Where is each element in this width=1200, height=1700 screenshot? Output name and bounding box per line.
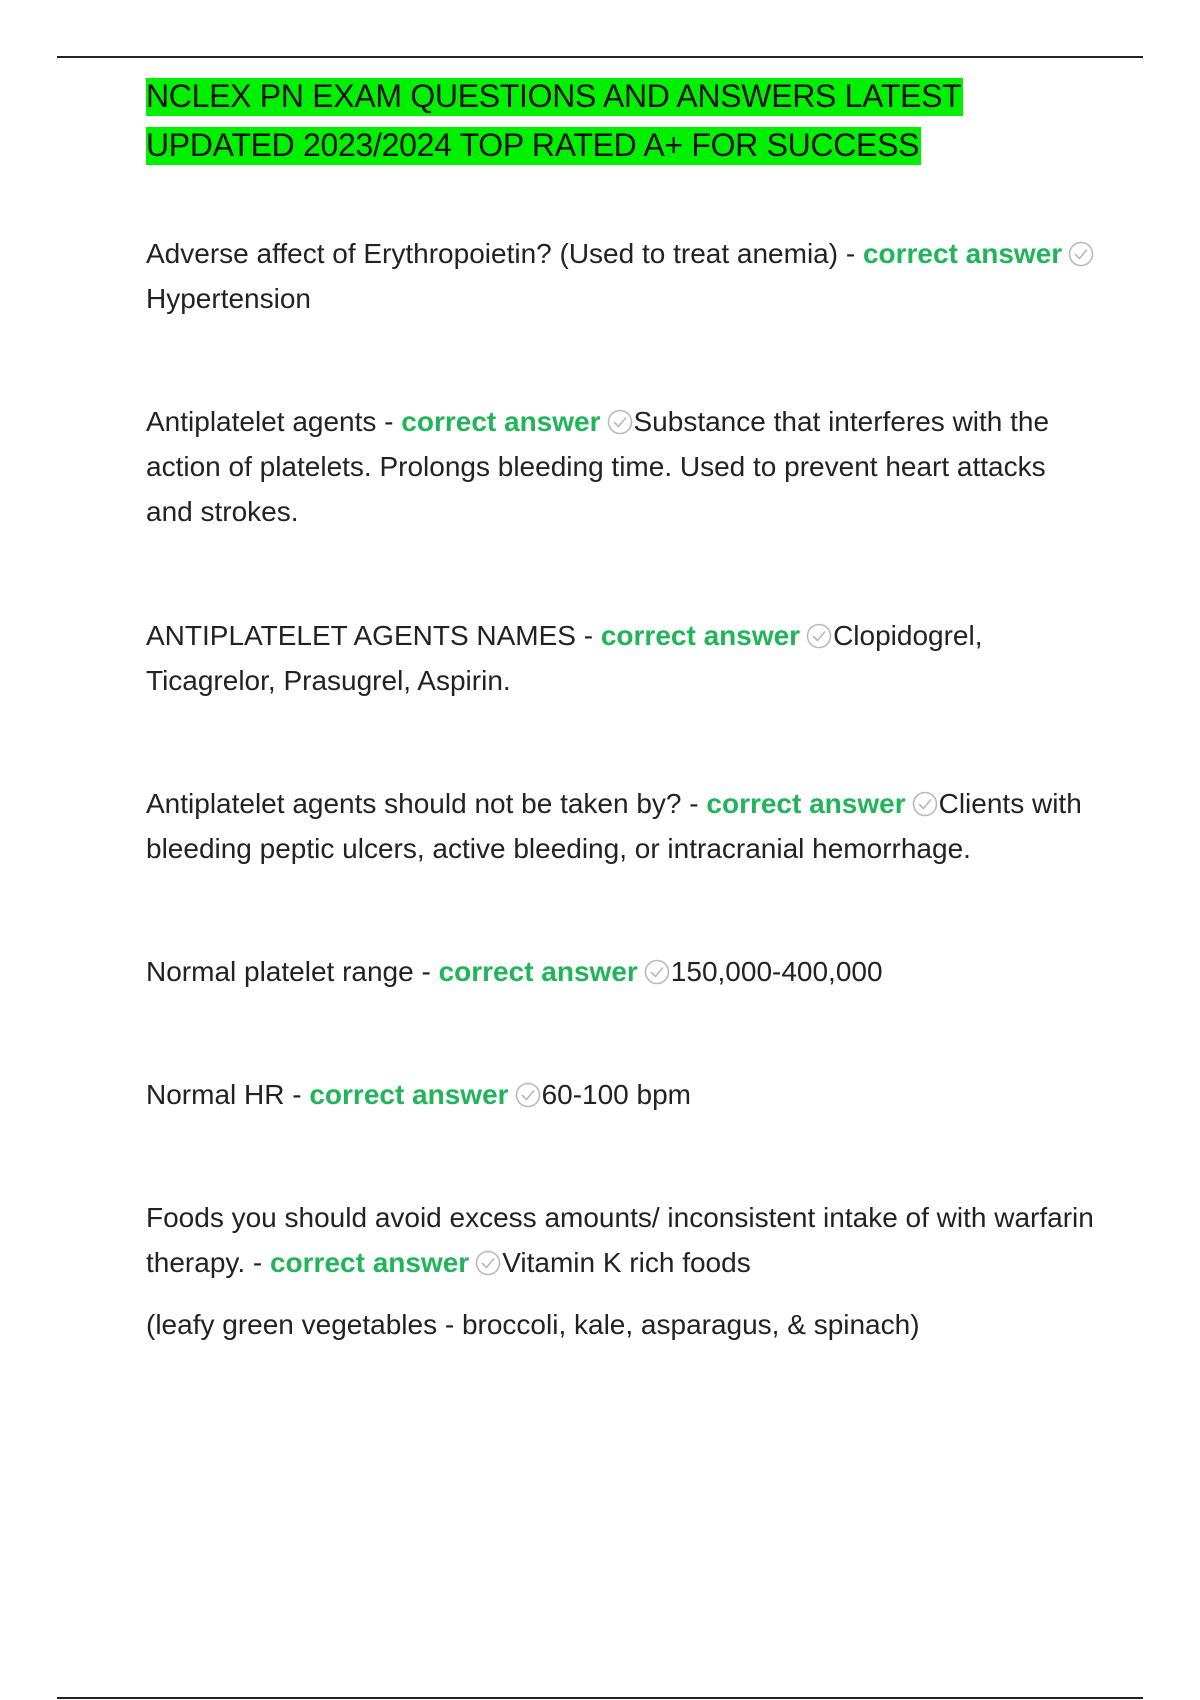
title-line-1: NCLEX PN EXAM QUESTIONS AND ANSWERS LATEST (146, 78, 962, 114)
answer-text: Hypertension (146, 283, 311, 314)
answer-text: Clopidogrel, Ticagrelor, Prasugrel, Aspirin. (146, 620, 983, 696)
correct-answer-label: correct answer (600, 620, 801, 651)
answer-text: Vitamin K rich foods (502, 1247, 751, 1278)
document-title (146, 72, 1096, 170)
bottom-rule (57, 1697, 1143, 1699)
qa-entry-5 (146, 949, 1096, 994)
correct-answer-label: correct answer (438, 956, 638, 987)
check-circle-icon (1068, 241, 1094, 267)
check-circle-icon (607, 409, 633, 435)
answer-text: Substance that interferes with the action of platelets. Prolongs bleeding time. Used to prevent heart attacks and strokes. (146, 406, 1050, 527)
correct-answer-label: correct answer (862, 238, 1063, 269)
title-line-2: UPDATED 2023/2024 TOP RATED A+ FOR SUCCESS (146, 127, 920, 163)
check-circle-icon (475, 1250, 501, 1276)
question-text: Normal HR - (146, 1079, 310, 1110)
check-circle-icon (644, 959, 670, 985)
qa-entry-1 (146, 231, 1096, 321)
question-text: Antiplatelet agents should not be taken by? - (146, 788, 707, 819)
top-rule (57, 56, 1143, 58)
question-text: Foods you should avoid excess amounts/ inconsistent intake of with warfarin therapy. - (146, 1202, 1094, 1278)
qa-entry-7-note: (leafy green vegetables - broccoli, kale, asparagus, & spinach) (146, 1309, 920, 1340)
answer-text: 60-100 bpm (541, 1079, 691, 1110)
answer-text: 150,000-400,000 (670, 956, 883, 987)
correct-answer-label: correct answer (706, 788, 906, 819)
question-text: Antiplatelet agents - (146, 406, 402, 437)
answer-text: Clients with bleeding peptic ulcers, active bleeding, or intracranial hemorrhage. (146, 788, 1082, 864)
check-circle-icon (912, 791, 938, 817)
check-circle-icon (806, 623, 832, 649)
check-circle-icon (515, 1082, 541, 1108)
qa-entry-2 (146, 399, 1096, 534)
correct-answer-label: correct answer (269, 1247, 470, 1278)
qa-entry-3 (146, 613, 1096, 703)
question-text: ANTIPLATELET AGENTS NAMES - (146, 620, 601, 651)
qa-entry-7 (146, 1195, 1096, 1285)
document-header (146, 72, 1096, 170)
correct-answer-label: correct answer (401, 406, 601, 437)
question-text: Normal platelet range - (146, 956, 439, 987)
question-text: Adverse affect of Erythropoietin? (Used to treat anemia) - (146, 238, 863, 269)
qa-entry-6 (146, 1072, 1096, 1117)
correct-answer-label: correct answer (309, 1079, 509, 1110)
qa-entry-4 (146, 781, 1096, 871)
